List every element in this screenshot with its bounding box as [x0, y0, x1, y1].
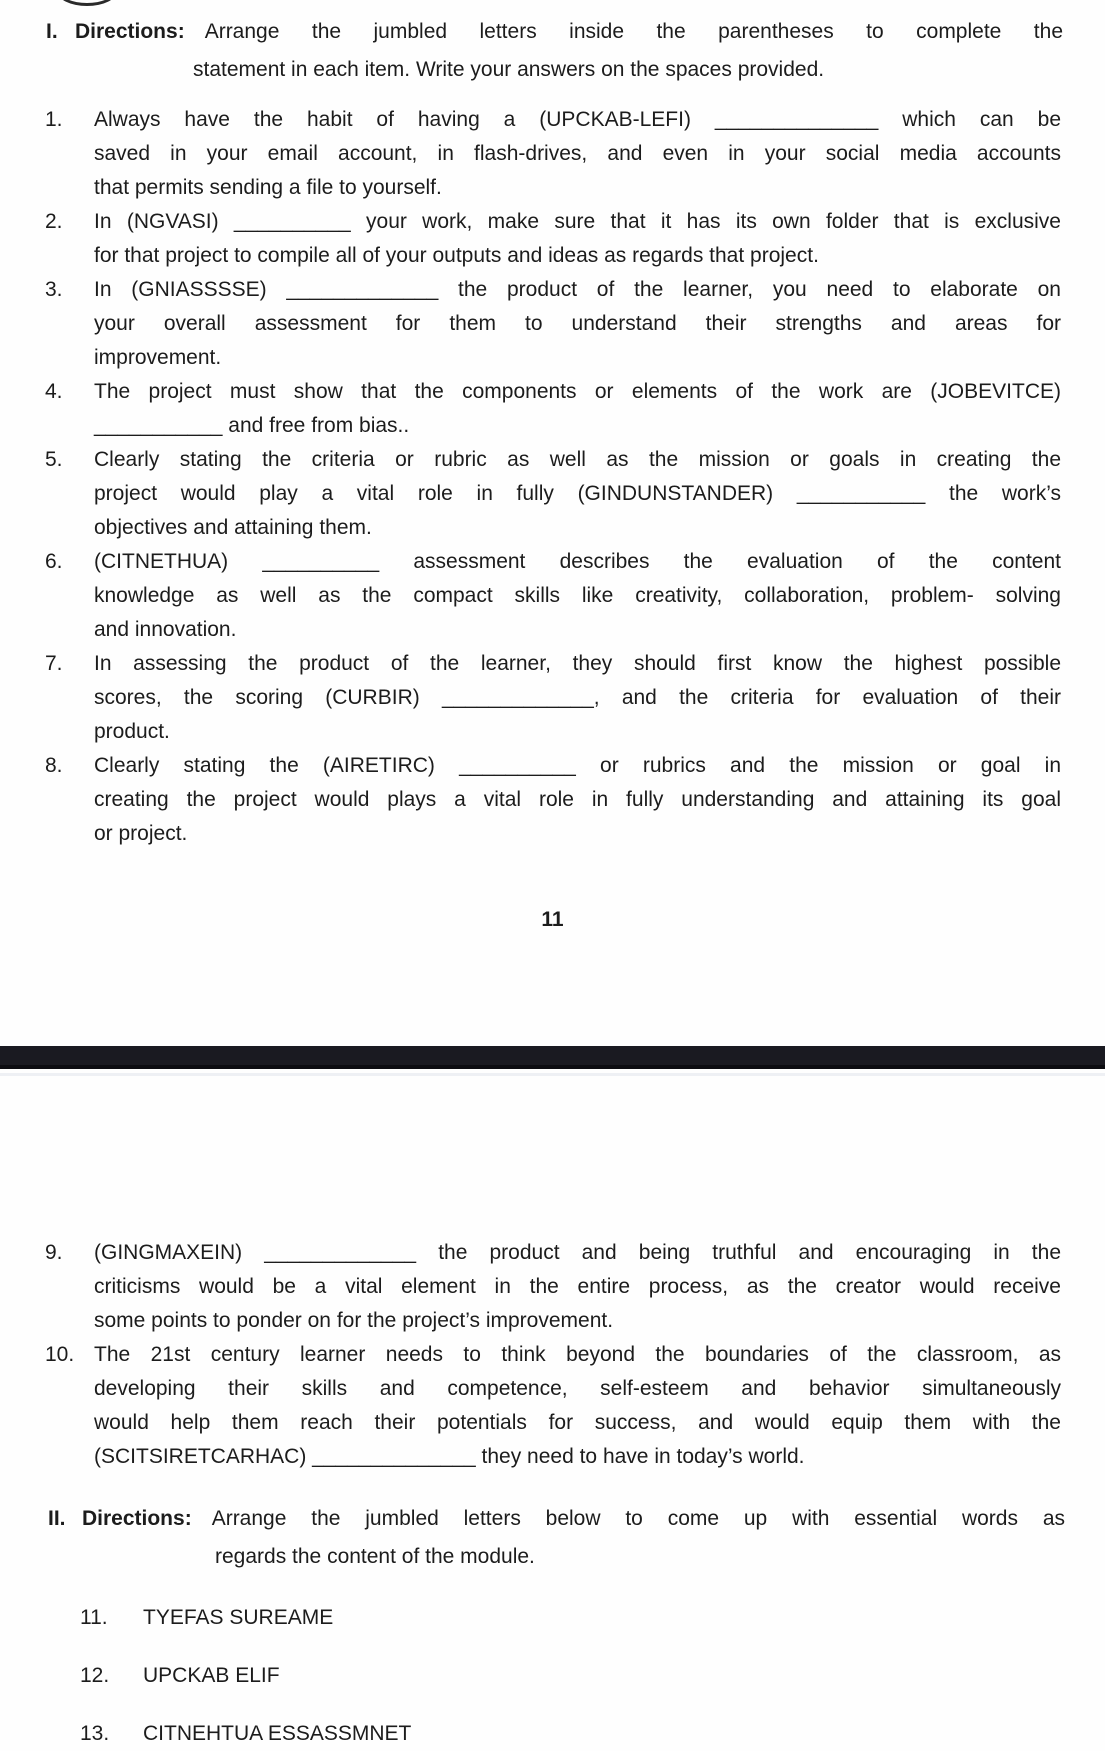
directions-label: Directions: [75, 20, 185, 43]
directions-text-line: regards the content of the module. [215, 1545, 535, 1568]
cropped-circle-decoration [57, 0, 117, 6]
jumbled-word: CITNEHTUA ESSASSMNET [143, 1722, 412, 1745]
item-number: 12. [80, 1664, 110, 1687]
item-text-line: In assessing the product of the learner, they should first know the highest possible [94, 652, 1061, 675]
worksheet-item [80, 1601, 411, 1635]
item-text-line: and innovation. [94, 618, 237, 641]
item-number: 7. [45, 652, 63, 675]
directions-text-line: statement in each item. Write your answers on the spaces provided. [193, 58, 825, 81]
item-number: 11. [80, 1606, 108, 1629]
item-text-line: Clearly stating the (AIRETIRC) __________ or rubrics and the mission or goal in [94, 754, 1061, 777]
page-separator-bar [0, 1046, 1105, 1069]
items-1-8-list [45, 103, 1061, 851]
item-text-line: that permits sending a file to yourself. [94, 176, 442, 199]
item-text-line: Clearly stating the criteria or rubric as well as the mission or goals in creating the [94, 448, 1061, 471]
item-text-line: would help them reach their potentials for success, and would equip them with the [94, 1411, 1061, 1434]
item-text-line: some points to ponder on for the project’s improvement. [94, 1309, 614, 1332]
worksheet-item [45, 205, 1061, 273]
item-text-line: The 21st century learner needs to think beyond the boundaries of the classroom, as [94, 1343, 1061, 1366]
item-text-line: (SCITSIRETCARHAC) ______________ they need to have in today’s world. [94, 1445, 805, 1468]
worksheet-item [45, 1236, 1061, 1338]
item-text-line: knowledge as well as the compact skills like creativity, collaboration, problem- solving [94, 584, 1061, 607]
item-text-line: The project must show that the components or elements of the work are (JOBEVITCE) [94, 380, 1061, 403]
item-number: 3. [45, 278, 63, 301]
item-text-line: (CITNETHUA) __________ assessment describes the evaluation of the content [94, 550, 1061, 573]
worksheet-item [45, 375, 1061, 443]
item-text-line: Always have the habit of having a (UPCKAB-LEFI) ______________ which can be [94, 108, 1061, 131]
worksheet-item [80, 1659, 411, 1693]
worksheet-item [80, 1717, 411, 1751]
item-text-line: ___________ and free from bias.. [94, 414, 410, 437]
item-text-line: saved in your email account, in flash-drives, and even in your social media accounts [94, 142, 1061, 165]
directions-label: Directions: [82, 1507, 192, 1530]
worksheet-item [45, 647, 1061, 749]
worksheet-item [45, 1338, 1061, 1474]
item-text-line: In (GNIASSSSE) _____________ the product of the learner, you need to elaborate on [94, 278, 1061, 301]
directions-text-line: Arrange the jumbled letters inside the parentheses to complete the [204, 20, 1063, 43]
item-text-line: In (NGVASI) __________ your work, make sure that it has its own folder that is exclusive [94, 210, 1061, 233]
item-text-line: (GINGMAXEIN) _____________ the product and being truthful and encouraging in the [94, 1241, 1061, 1264]
item-number: 4. [45, 380, 63, 403]
item-text-line: your overall assessment for them to understand their strengths and areas for [94, 312, 1061, 335]
worksheet-item [45, 443, 1061, 545]
worksheet-item [45, 273, 1061, 375]
items-11-13-list [80, 1601, 411, 1751]
page-number: 11 [541, 908, 564, 931]
item-text-line: objectives and attaining them. [94, 516, 372, 539]
directions-text-line: Arrange the jumbled letters below to come up with essential words as [211, 1507, 1065, 1530]
worksheet-item [45, 545, 1061, 647]
section-numeral: I. [46, 20, 58, 43]
item-text-line: creating the project would plays a vital role in fully understanding and attaining its goal [94, 788, 1061, 811]
item-number: 10. [45, 1343, 75, 1366]
item-text-line: developing their skills and competence, self-esteem and behavior simultaneously [94, 1377, 1061, 1400]
item-number: 5. [45, 448, 63, 471]
item-text-line: criticisms would be a vital element in the entire process, as the creator would receive [94, 1275, 1061, 1298]
items-9-10-list [45, 1236, 1061, 1474]
item-text-line: for that project to compile all of your outputs and ideas as regards that project. [94, 244, 819, 267]
section-numeral: II. [48, 1507, 66, 1530]
section-1-heading [46, 13, 1063, 89]
item-number: 8. [45, 754, 63, 777]
item-text-line: product. [94, 720, 170, 743]
item-number: 9. [45, 1241, 63, 1264]
worksheet-item [45, 749, 1061, 851]
item-number: 6. [45, 550, 63, 573]
worksheet-item [45, 103, 1061, 205]
section-2-heading [48, 1500, 1065, 1576]
item-number: 2. [45, 210, 63, 233]
item-number: 13. [80, 1722, 110, 1745]
page-separator-shadow [0, 1073, 1105, 1076]
item-number: 1. [45, 108, 63, 131]
jumbled-word: UPCKAB ELIF [143, 1664, 280, 1687]
item-text-line: or project. [94, 822, 188, 845]
jumbled-word: TYEFAS SUREAME [143, 1606, 334, 1629]
item-text-line: scores, the scoring (CURBIR) _____________, and the criteria for evaluation of their [94, 686, 1061, 709]
item-text-line: improvement. [94, 346, 222, 369]
item-text-line: project would play a vital role in fully (GINDUNSTANDER) ___________ the work’s [94, 482, 1061, 505]
